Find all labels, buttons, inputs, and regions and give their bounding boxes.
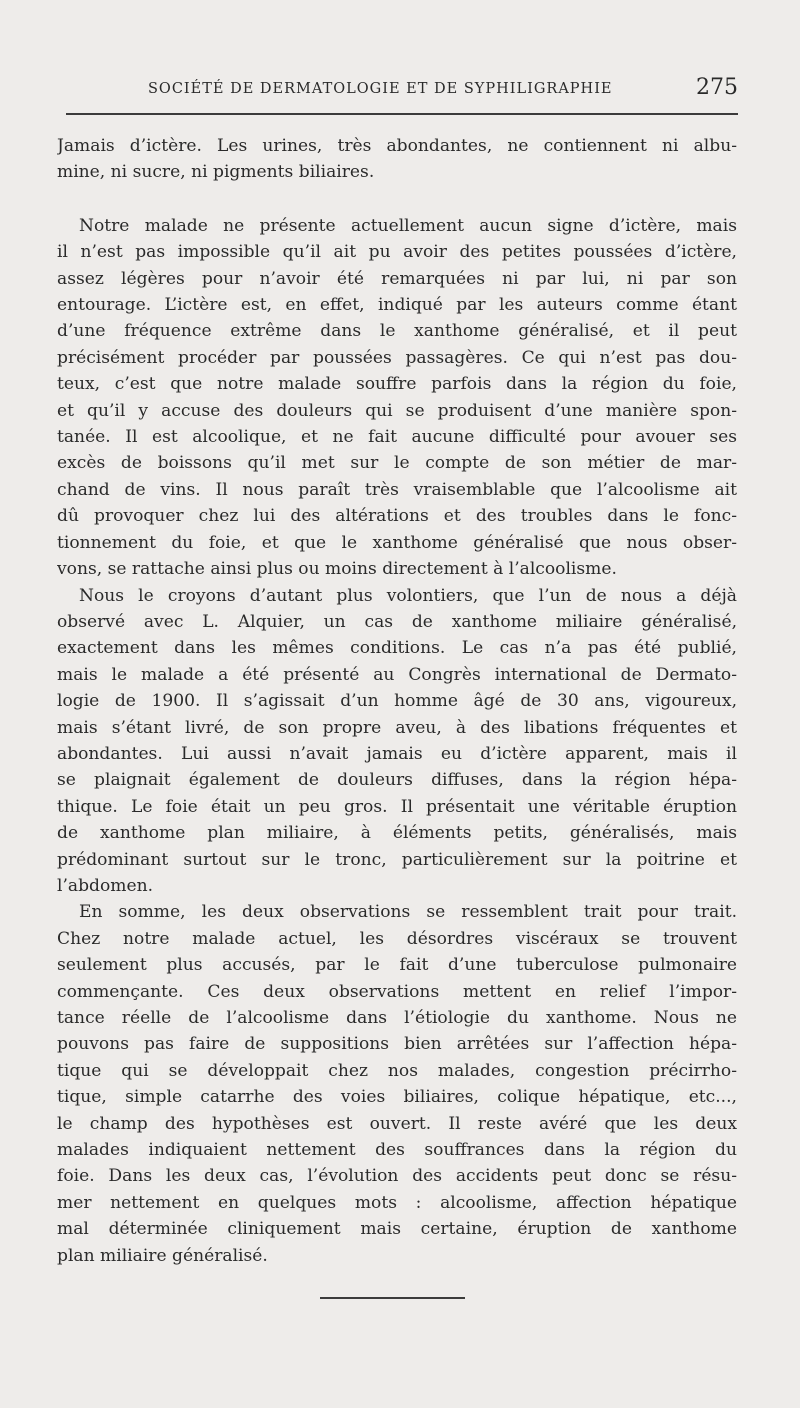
text-line: tique qui se développait chez nos malades, congestion précirrho-	[57, 1060, 737, 1081]
text-line: précisément procéder par poussées passagères. Ce qui n’est pas dou-	[57, 347, 737, 368]
text-line: tique, simple catarrhe des voies biliaires, colique hépatique, etc...,	[57, 1087, 737, 1108]
text-line: prédominant surtout sur le tronc, particulièrement sur la poitrine et	[57, 849, 737, 870]
end-rule	[320, 1297, 465, 1299]
text-line: tionnement du foie, et que le xanthome généralisé que nous obser-	[57, 532, 737, 553]
text-line: thique. Le foie était un peu gros. Il présentait une véritable éruption	[57, 796, 737, 817]
text-line: se plaignait également de douleurs diffuses, dans la région hépa-	[57, 770, 737, 791]
text-line: dû provoquer chez lui des altérations et des troubles dans le fonc-	[57, 506, 737, 527]
text-line: observé avec L. Alquier, un cas de xanthome miliaire généralisé,	[57, 611, 737, 632]
text-line: En somme, les deux observations se ressemblent trait pour trait.	[79, 902, 737, 923]
text-line: tanée. Il est alcoolique, et ne fait aucune difficulté pour avouer ses	[57, 427, 737, 448]
text-line: entourage. L’ictère est, en effet, indiqué par les auteurs comme étant	[57, 295, 737, 316]
text-line: mais s’étant livré, de son propre aveu, à des libations fréquentes et	[57, 717, 737, 738]
text-line: mer nettement en quelques mots : alcoolisme, affection hépatique	[57, 1192, 737, 1213]
text-line: tance réelle de l’alcoolisme dans l’étiologie du xanthome. Nous ne	[57, 1008, 737, 1028]
text-line: foie. Dans les deux cas, l’évolution des accidents peut donc se résu-	[57, 1166, 737, 1187]
text-line: vons, se rattache ainsi plus ou moins directement à l’alcoolisme.	[57, 559, 617, 580]
text-line: de xanthome plan miliaire, à éléments petits, généralisés, mais	[57, 823, 737, 844]
text-line: plan miliaire généralisé.	[57, 1245, 268, 1266]
text-line: et qu’il y accuse des douleurs qui se produisent d’une manière spon-	[57, 400, 737, 421]
text-line: exactement dans les mêmes conditions. Le cas n’a pas été publié,	[57, 638, 737, 659]
page-number: 275	[696, 75, 738, 100]
text-line: excès de boissons qu’il met sur le compte de son métier de mar-	[57, 453, 737, 474]
text-line: le champ des hypothèses est ouvert. Il reste avéré que les deux	[57, 1113, 737, 1134]
text-line: d’une fréquence extrême dans le xanthome généralisé, et il peut	[57, 321, 737, 342]
text-line: Notre malade ne présente actuellement aucun signe d’ictère, mais	[79, 215, 737, 236]
text-line: malades indiquaient nettement des souffrances dans la région du	[57, 1140, 737, 1161]
text-line: abondantes. Lui aussi n’avait jamais eu d’ictère apparent, mais il	[57, 743, 737, 764]
page-header	[66, 75, 738, 105]
header-rule	[66, 113, 738, 115]
text-line: assez légères pour n’avoir été remarquées ni par lui, ni par son	[57, 268, 737, 289]
text-line: mais le malade a été présenté au Congrès international de Dermato-	[57, 664, 737, 685]
text-line: teux, c’est que notre malade souffre parfois dans la région du foie,	[57, 374, 737, 395]
text-line: pouvons pas faire de suppositions bien arrêtées sur l’affection hépa-	[57, 1034, 737, 1055]
text-line: seulement plus accusés, par le fait d’une tuberculose pulmonaire	[57, 955, 737, 976]
text-line: l’abdomen.	[57, 875, 154, 896]
text-line: logie de 1900. Il s’agissait d’un homme âgé de 30 ans, vigoureux,	[57, 691, 737, 712]
text-line: commençante. Ces deux observations mettent en relief l’impor-	[57, 981, 737, 1002]
running-head: SOCIÉTÉ DE DERMATOLOGIE ET DE SYPHILIGRAPHIE	[148, 81, 613, 97]
text-line: il n’est pas impossible qu’il ait pu avoir des petites poussées d’ictère,	[57, 242, 737, 263]
text-line: Chez notre malade actuel, les désordres viscéraux se trouvent	[57, 928, 737, 949]
text-line: mine, ni sucre, ni pigments biliaires.	[57, 162, 375, 183]
text-line: Nous le croyons d’autant plus volontiers, que l’un de nous a déjà	[79, 585, 737, 606]
text-line: chand de vins. Il nous paraît très vraisemblable que l’alcoolisme ait	[57, 479, 737, 500]
text-line: mal déterminée cliniquement mais certaine, éruption de xanthome	[57, 1219, 737, 1240]
text-line: Jamais d’ictère. Les urines, très abondantes, ne contiennent ni albu-	[57, 136, 737, 156]
body-text	[57, 133, 737, 1269]
